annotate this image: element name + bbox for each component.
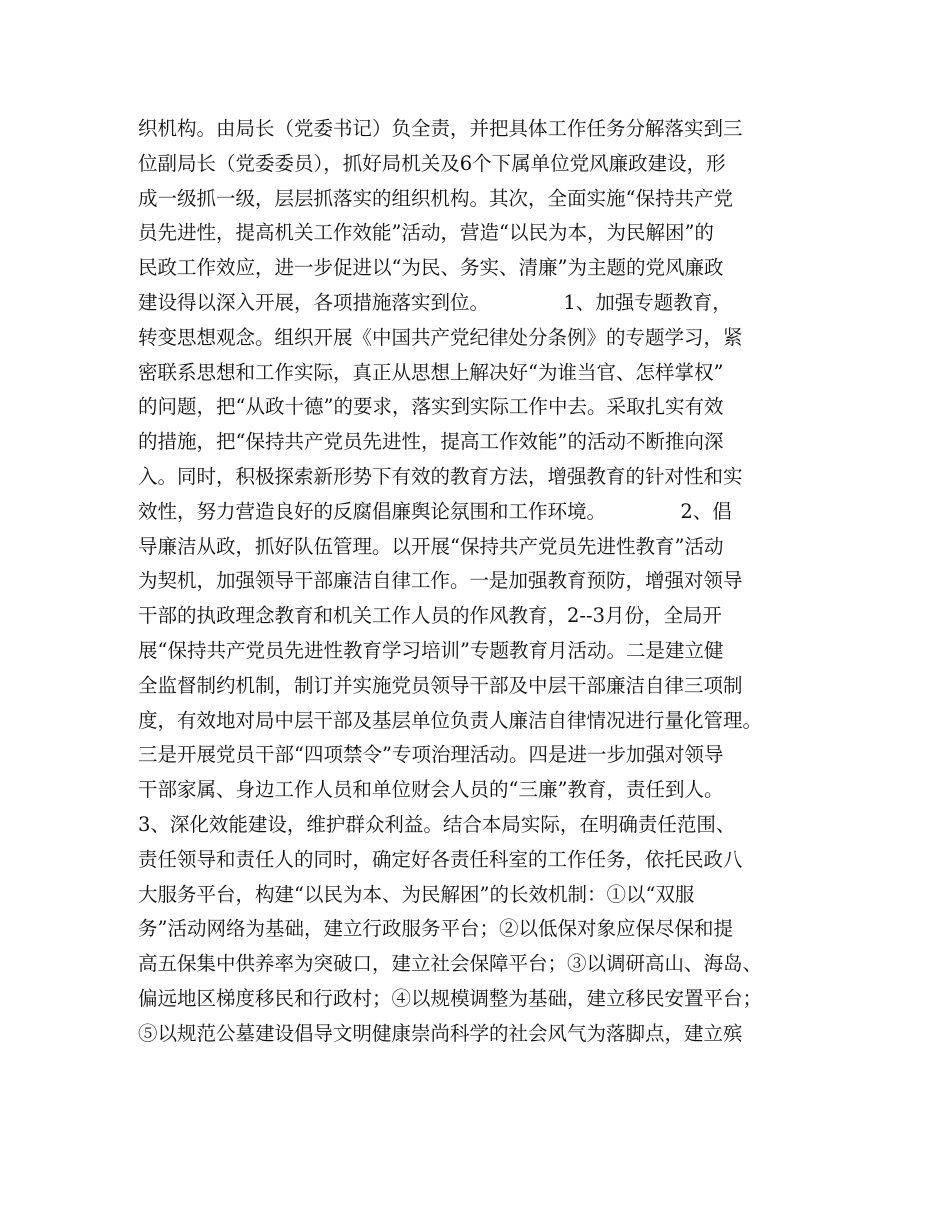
text-line: 密联系思想和工作实际，真正从思想上解决好“为谁当官、怎样掌权”: [138, 360, 724, 384]
text-line: 度，有效地对局中层干部及基层单位负责人廉洁自律情况进行量化管理。: [138, 708, 763, 732]
text-line: 三是开展党员干部“四项禁令”专项治理活动。四是进一步加强对领导: [138, 743, 724, 767]
text-line: 位副局长（党委委员），抓好局机关及6个下属单位党风廉政建设，形: [138, 151, 726, 175]
text-line: 高五保集中供养率为突破口，建立社会保障平台；③以调研高山、海岛、: [138, 952, 763, 976]
text-line: 的措施，把“保持共产党员先进性，提高工作效能”的活动不断推向深: [138, 430, 724, 454]
text-line: 务”活动网络为基础，建立行政服务平台；②以低保对象应保尽保和提: [138, 917, 733, 941]
text-line: 干部的执政理念教育和机关工作人员的作风教育，2--3月份，全局开: [138, 604, 722, 628]
body-text: [138, 112, 828, 1052]
text-line: 织机构。由局长（党委书记）负全责，并把具体工作任务分解落实到三: [138, 117, 743, 140]
text-line: 转变思想观念。组织开展《中国共产党纪律处分条例》的专题学习，紧: [138, 325, 743, 349]
text-line: 建设得以深入开展，各项措施落实到位。 1、加强专题教育，: [138, 290, 732, 314]
text-line: 干部家属、身边工作人员和单位财会人员的“三廉”教育，责任到人。: [138, 778, 724, 802]
text-line: 效性，努力营造良好的反腐倡廉舆论氛围和工作环境。 2、倡: [138, 499, 732, 523]
text-line: 员先进性，提高机关工作效能”活动，营造“以民为本，为民解困”的: [138, 221, 714, 245]
text-line: 民政工作效应，进一步促进以“为民、务实、清廉”为主题的党风廉政: [138, 256, 724, 280]
text-line: 导廉洁从政，抓好队伍管理。以开展“保持共产党员先进性教育”活动: [138, 534, 724, 558]
text-line: 3、深化效能建设，维护群众利益。结合本局实际，在明确责任范围、: [138, 812, 736, 836]
text-line: 大服务平台，构建“以民为本、为民解困”的长效机制：①以“双服: [138, 882, 695, 906]
text-line: 展“保持共产党员先进性教育学习培训”专题教育月活动。二是建立健: [138, 638, 724, 662]
text-line: 成一级抓一级，层层抓落实的组织机构。其次，全面实施“保持共产党: [138, 186, 733, 210]
text-line: 责任领导和责任人的同时，确定好各责任科室的工作任务，依托民政八: [138, 847, 743, 871]
text-line: 全监督制约机制，制订并实施党员领导干部及中层干部廉洁自律三项制: [138, 673, 743, 697]
text-line: 的问题，把“从政十德”的要求，落实到实际工作中去。采取扎实有效: [138, 395, 724, 419]
text-line: 偏远地区梯度移民和行政村；④以规模调整为基础，建立移民安置平台；: [138, 986, 763, 1010]
text-line: ⑤以规范公墓建设倡导文明健康崇尚科学的社会风气为落脚点，建立殡: [138, 1021, 743, 1045]
text-line: 入。同时，积极探索新形势下有效的教育方法，增强教育的针对性和实: [138, 464, 743, 488]
text-line: 为契机，加强领导干部廉洁自律工作。一是加强教育预防，增强对领导: [138, 569, 743, 593]
